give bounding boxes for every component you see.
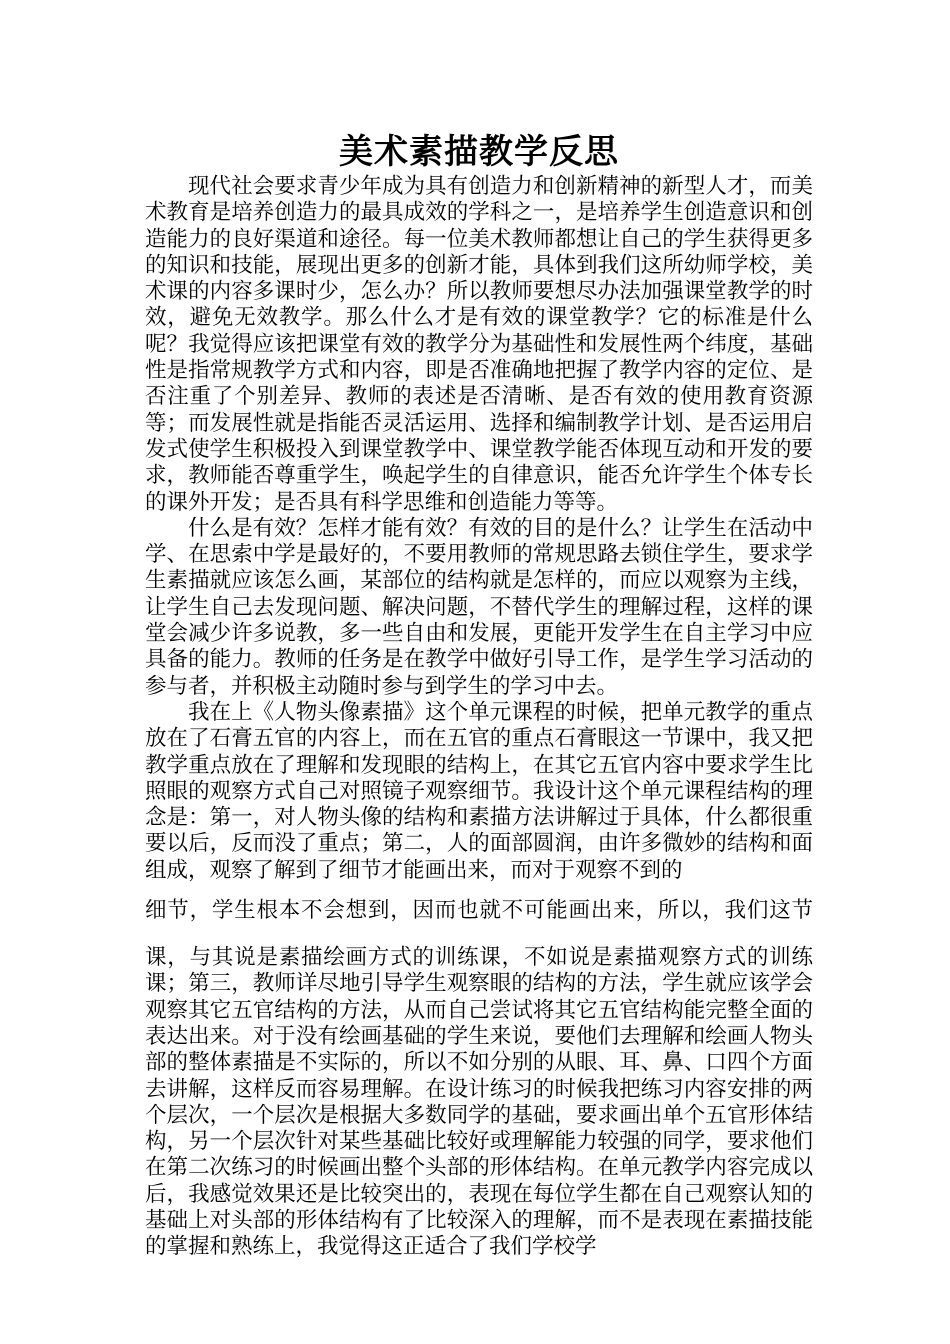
paragraph-1: 现代社会要求青少年成为具有创造力和创新精神的新型人才，而美术教育是培养创造力的最具成效的学科之一，是培养学生创造意识和创造能力的良好渠道和途径。每一位美术教师都想让自己的学生获得更多的知识和技能，展现出更多的创新才能，具体到我们这所幼师学校，美术课的内容多课时少，怎么办？所以教师要想尽办法加强课堂教学的时效，避免无效教学。那么什么才是有效的课堂教学？它的标准是什么呢？我觉得应该把课堂有效的教学分为基础性和发展性两个纬度，基础性是指常规教学方式和内容，即是否准确地把握了教学内容的定位、是否注重了个别差异、教师的表述是否清晰、是否有效的使用教育资源等；而发展性就是指能否灵活运用、选择和编制教学计划、是否运用启发式使学生积极投入到课堂教学中、课堂教学能否体现互动和开发的要求，教师能否尊重学生，唤起学生的自律意识，能否允许学生个体专长的课外开发；是否具有科学思维和创造能力等等。	[145, 174, 813, 515]
spaced-line: 细节，学生根本不会想到，因而也就不可能画出来，所以，我们这节	[145, 898, 813, 924]
document-title: 美术素描教学反思	[339, 132, 619, 172]
paragraph-3: 我在上《人物头像素描》这个单元课程的时候，把单元教学的重点放在了石膏五官的内容上，而在五官的重点石膏眼这一节课中，我又把教学重点放在了理解和发现眼的结构上，在其它五官内容中要求学生比照眼的观察方式自己对照镜子观察细节。我设计这个单元课程结构的理念是：第一，对人物头像的结构和素描方法讲解过于具体，什么都很重要以后，反而没了重点；第二，人的面部圆润，由许多微妙的结构和面组成，观察了解到了细节才能画出来，而对于观察不到的	[145, 699, 813, 883]
paragraph-3-continued: 课，与其说是素描绘画方式的训练课，不如说是素描观察方式的训练课；第三，教师详尽地引导学生观察眼的结构的方法，学生就应该学会观察其它五官结构的方法，从而自己尝试将其它五官结构能完整全面的表达出来。对于没有绘画基础的学生来说，要他们去理解和绘画人物头部的整体素描是不实际的，所以不如分别的从眼、耳、鼻、口四个方面去讲解，这样反而容易理解。在设计练习的时候我把练习内容安排的两个层次，一个层次是根据大多数同学的基础，要求画出单个五官形体结构，另一个层次针对某些基础比较好或理解能力较强的同学，要求他们在第二次练习的时候画出整个头部的形体结构。在单元教学内容完成以后，我感觉效果还是比较突出的，表现在每位学生都在自己观察认知的基础上对头部的形体结构有了比较深入的理解，而不是表现在素描技能的掌握和熟练上，我觉得这正适合了我们学校学	[145, 945, 813, 1260]
paragraph-2: 什么是有效？怎样才能有效？有效的目的是什么？让学生在活动中学、在思索中学是最好的，不要用教师的常规思路去锁住学生，要求学生素描就应该怎么画，某部位的结构就是怎样的，而应以观察为主线，让学生自己去发现问题、解决问题，不替代学生的理解过程，这样的课堂会减少许多说教，多一些自由和发展，更能开发学生在自主学习中应具备的能力。教师的任务是在教学中做好引导工作，是学生学习活动的参与者，并积极主动随时参与到学生的学习中去。	[145, 515, 813, 699]
document-page	[145, 130, 813, 1261]
